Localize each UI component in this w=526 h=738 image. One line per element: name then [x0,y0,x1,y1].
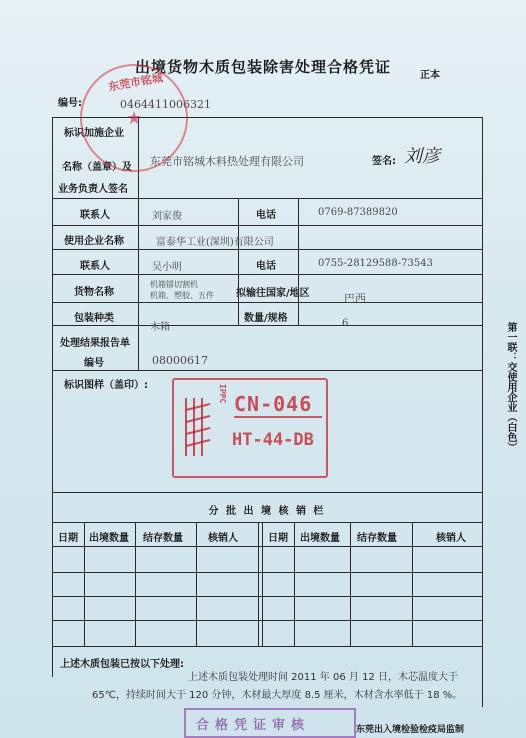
contact2-label: 联系人 [80,261,110,272]
star-icon: ★ [126,108,143,129]
qty-label: 数量/规格 [244,313,288,324]
signature-label: 签名: [372,156,396,167]
batch-col-line [135,522,136,646]
row-divider [52,546,482,547]
contact-label: 联系人 [80,210,110,221]
bottom-stamp [184,708,356,738]
batch-col-line [412,522,413,646]
user-company-label: 使用企业名称 [64,236,124,247]
country-label: 拟输往国家/地区 [236,288,310,299]
stamp-code-line2: HT-44-DB [232,430,314,450]
row-divider [52,522,482,523]
report-label-2: 编号 [84,358,104,369]
goods-label: 货物名称 [74,287,114,298]
middle-column-divider [298,198,299,325]
batch-col-line [350,522,351,646]
batch-col-line [294,522,295,646]
col-balance-qty-1: 结存数量 [143,533,183,544]
marking-company-label: 标识加施企业 [64,128,124,139]
user-company-value: 富泰华工业(深圳)有限公司 [156,237,274,248]
batch-heading: 分 批 出 境 核 销 栏 [208,506,326,517]
row-divider [52,198,482,199]
document-title: 出境货物木质包装除害处理合格凭证 [134,58,391,76]
row-divider [52,370,482,371]
company-name-value: 东莞市铭城木料热处理有限公司 [150,155,304,168]
report-label-1: 处理结果报告单 [60,338,130,349]
row-divider [52,492,482,493]
row-divider [52,225,482,226]
table-left-border [52,117,53,677]
contact-value: 刘家俊 [152,211,182,222]
side-copy-note: 第一联：交使用企业（白色） [505,322,516,452]
phone2-label: 电话 [256,261,276,272]
col-export-qty-2: 出境数量 [300,533,340,544]
contact2-value: 吴小明 [152,262,182,273]
table-right-border [482,117,483,707]
packaging-label: 包装种类 [74,313,114,324]
issuer-text: 东莞出入境检验检疫局监制 [356,725,465,735]
company-name-label: 名称（盖章）及 [62,162,132,173]
report-value: 08000617 [152,354,208,367]
country-value: 巴西 [344,292,366,305]
col-date-1: 日期 [58,533,78,544]
stamp-code-line1: CN-046 [234,392,322,418]
row-divider [52,572,482,573]
col-verifier-1: 核销人 [208,533,238,544]
number-label: 编号: [58,98,82,109]
col-export-qty-1: 出境数量 [89,533,129,544]
handwritten-signature: 刘彦 [404,146,440,167]
batch-col-line [262,522,263,646]
phone-label: 电话 [256,210,276,221]
row-divider [52,302,482,303]
goods-value-1: 机箱镭切割机 [150,280,198,289]
company-seal-text: 东莞市铭城 [107,71,164,94]
treatment-line2: 65℃，持续时间大于 120 分钟，木材最大厚度 8.5 厘米，木材含水率低于 18 %。 [92,690,463,701]
packaging-value: 木箱 [150,322,170,333]
ippc-wheat-icon [180,390,220,460]
number-value: 0464411006321 [120,98,211,111]
copy-label: 正本 [420,70,440,81]
treatment-line1: 上述木质包装处理时间 2011 年 06 月 12 日，木芯温度大于 [188,672,458,683]
row-divider [52,596,482,597]
phone2-value: 0755-28129588-73543 [318,258,433,269]
sample-label: 标识图样（盖印）: [64,380,148,391]
col-date-2: 日期 [268,533,288,544]
ippc-text: IPPC [218,384,227,404]
ippc-stamp [172,378,328,478]
row-divider [52,249,482,250]
row-divider [52,325,482,326]
responsible-label: 业务负责人签名 [58,184,128,195]
bottom-stamp-text: 合格凭证审核 [196,718,311,733]
batch-col-line [84,522,85,646]
col-verifier-2: 核销人 [436,533,466,544]
row-divider [52,620,482,621]
middle-column-divider [238,198,239,325]
company-seal [80,64,188,172]
row-divider [52,274,482,275]
batch-col-line [196,522,197,646]
phone-value: 0769-87389820 [318,207,398,218]
qty-value: 6 [342,318,349,329]
row-divider [52,646,482,647]
goods-value-2: 机箱、塑胶、五件 [150,291,214,300]
col-balance-qty-2: 结存数量 [357,533,397,544]
batch-col-line [258,522,259,646]
treatment-label: 上述木质包装已按以下处理: [60,659,184,670]
